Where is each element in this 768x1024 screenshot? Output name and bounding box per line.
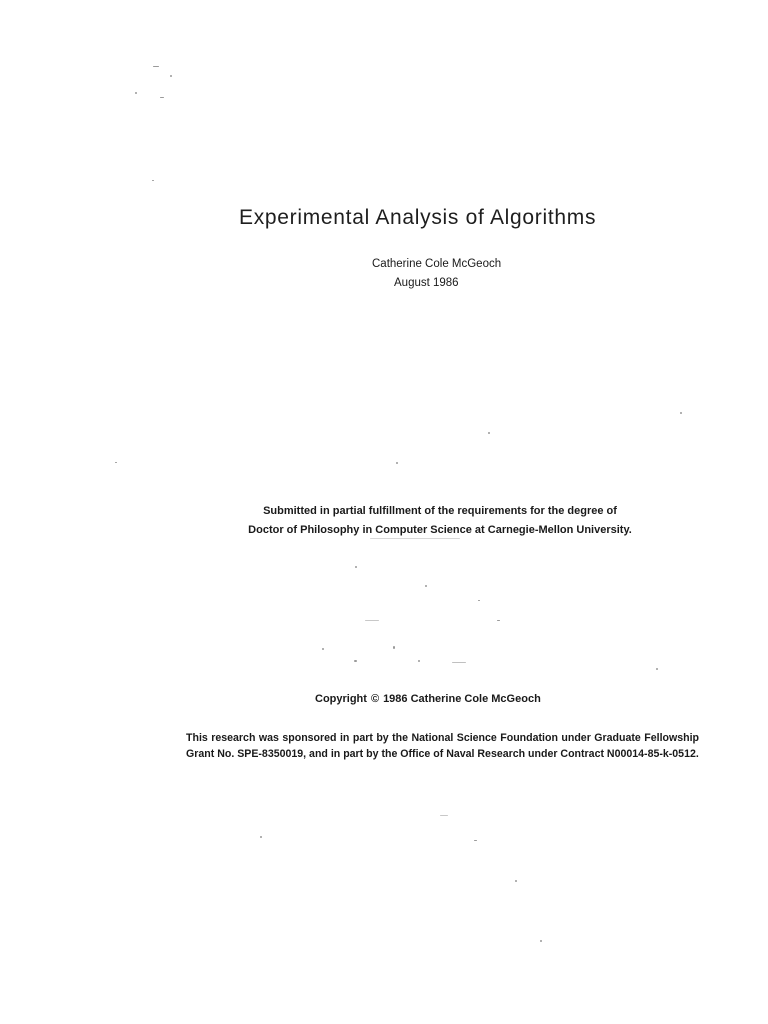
copyright-label: Copyright	[315, 693, 367, 705]
scan-speck	[680, 412, 682, 414]
scan-speck	[153, 66, 159, 67]
scan-speck	[170, 75, 172, 77]
document-title: Experimental Analysis of Algorithms	[239, 206, 597, 229]
scan-speck	[440, 815, 448, 816]
scan-speck	[497, 620, 500, 621]
scan-speck	[474, 840, 477, 841]
scan-speck	[540, 940, 542, 942]
scan-speck	[355, 566, 357, 568]
copyright-notice	[315, 693, 541, 705]
scan-speck	[452, 662, 466, 663]
scan-speck	[260, 836, 262, 838]
scan-speck	[515, 880, 517, 882]
scan-speck	[135, 92, 137, 94]
scan-speck	[488, 432, 490, 434]
submission-line: Doctor of Philosophy in Computer Science at Carnegie-Mellon University.	[248, 524, 632, 536]
sponsorship-statement: This research was sponsored in part by the National Science Foundation under Graduate Fellowship Grant No. SPE-8350019, and in part by the Office of Naval Research under Contract N00014-85-k-0512.	[186, 732, 699, 760]
scan-speck	[115, 462, 117, 463]
scan-speck	[354, 660, 357, 662]
submission-line: Submitted in partial fulfillment of the requirements for the degree of	[263, 505, 617, 517]
copyright-holder: 1986 Catherine Cole McGeoch	[383, 693, 541, 705]
scan-speck	[478, 600, 480, 601]
scan-speck	[365, 620, 379, 621]
scan-speck	[322, 648, 324, 650]
author-name: Catherine Cole McGeoch	[372, 258, 502, 270]
copyright-symbol: ©	[370, 693, 380, 705]
scan-speck	[418, 660, 420, 662]
publication-date: August 1986	[394, 277, 459, 289]
scan-speck	[152, 180, 154, 181]
scan-speck	[393, 646, 395, 649]
submission-statement	[180, 502, 700, 540]
scan-speck	[396, 462, 398, 464]
scan-speck	[160, 97, 164, 98]
scan-speck	[425, 585, 427, 587]
scan-speck	[656, 668, 658, 670]
